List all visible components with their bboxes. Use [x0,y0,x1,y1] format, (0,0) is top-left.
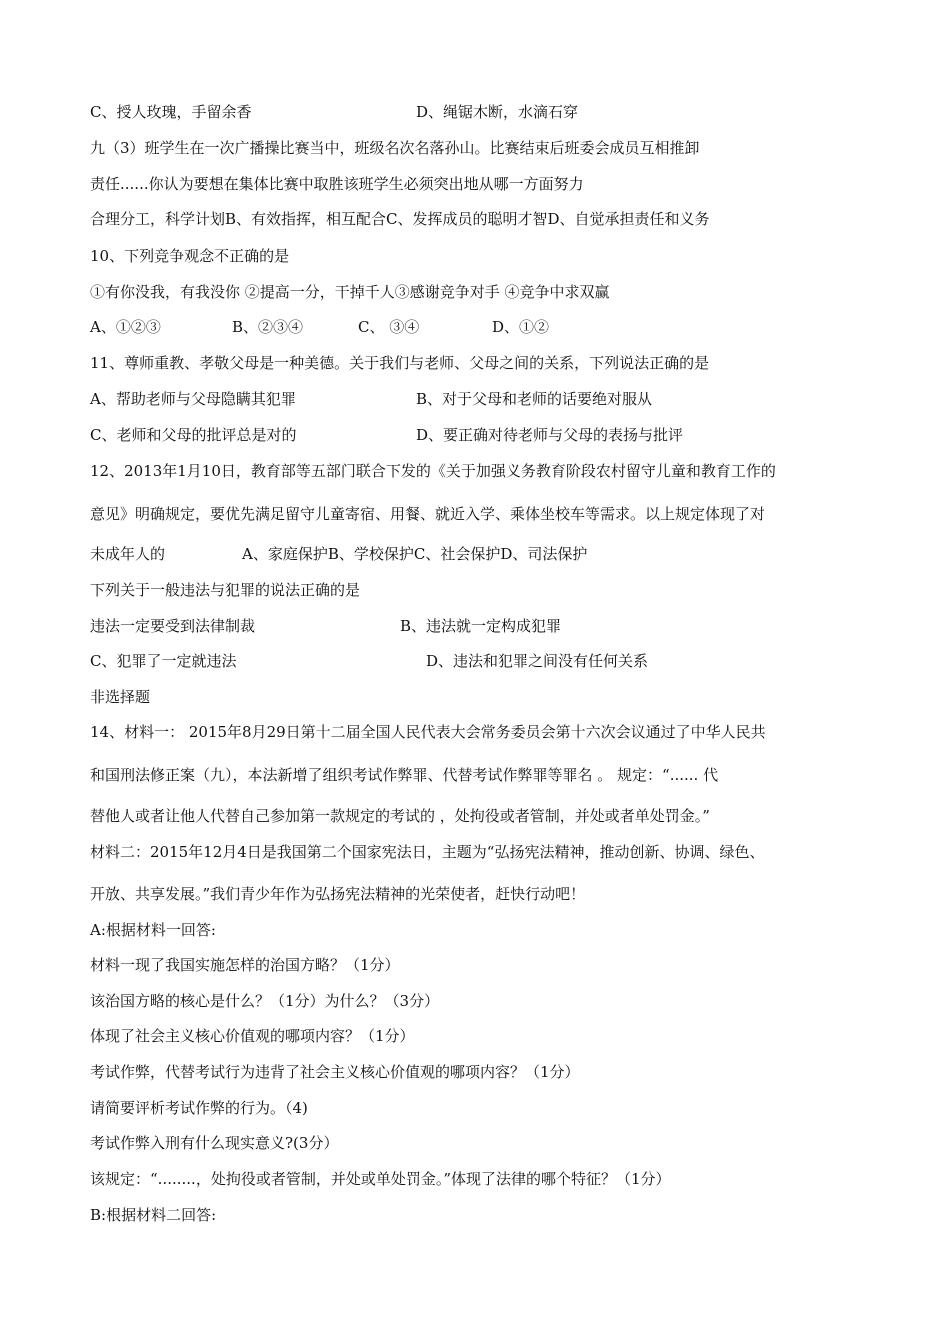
q14-question-7: 该规定：“........，处拘役或者管制，并处或单处罚金。”体现了法律的哪个特征？（1分） [90,1170,671,1188]
q10-option-a: A、①②③ [90,318,161,336]
q8-option-c: C、授人玫瑰，手留余香 [90,103,252,121]
section-title: 非选择题 [90,688,151,706]
q13-stem: 下列关于一般违法与犯罪的说法正确的是 [90,581,361,599]
q11-option-d: D、要正确对待老师与父母的表扬与批评 [416,426,684,444]
q11-stem: 11、尊师重教、孝敬父母是一种美德。关于我们与老师、父母之间的关系，下列说法正确的是 [90,354,710,372]
q12-options: A、家庭保护B、学校保护C、社会保护D、司法保护 [242,545,588,563]
q11-options-row2 [90,425,684,445]
q14-question-5: 请简要评析考试作弊的行为。（4) [90,1099,308,1117]
q14-material1-line1: 14、材料一： 2015年8月29日第十二届全国人民代表大会常务委员会第十六次会议通过了中华人民共 [90,723,766,741]
q10-option-d: D、①② [492,318,550,336]
q13-option-b: B、违法就一定构成犯罪 [400,617,562,635]
q10-options-row [90,317,550,337]
q11-option-c: C、老师和父母的批评总是对的 [90,426,297,444]
q14-question-4: 考试作弊，代替考试行为违背了社会主义核心价值观的哪项内容？（1分） [90,1063,580,1081]
q14-question-2: 该治国方略的核心是什么？（1分）为什么？（3分） [90,992,440,1010]
q12-stem-line2: 意见》明确规定，要优先满足留守儿童寄宿、用餐、就近入学、乘体坐校车等需求。以上规定体现了对 [90,505,766,523]
q10-option-b: B、②③④ [232,318,304,336]
q14-material2-line1: 材料二：2015年12月4日是我国第二个国家宪法日，主题为“弘扬宪法精神，推动创新、协调、绿色、 [90,843,765,861]
q10-option-c: C、 ③④ [358,318,420,336]
q13-option-d: D、违法和犯罪之间没有任何关系 [426,652,649,670]
q11-option-b: B、对于父母和老师的话要绝对服从 [416,390,653,408]
q14-material1-line2: 和国刑法修正案（九），本法新增了组织考试作弊罪、代替考试作弊罪等罪名 。 规定：“...... 代 [90,766,719,784]
q13-options-row2 [90,651,649,671]
q9-options: 合理分工，科学计划B、有效指挥，相互配合C、发挥成员的聪明才智D、自觉承担责任和义务 [90,210,710,228]
q9-stem-line2: 责任......你认为要想在集体比赛中取胜该班学生必须突出地从哪一方面努力 [90,175,584,193]
q8-option-d: D、绳锯木断，水滴石穿 [416,103,579,121]
q9-stem-line1: 九（3）班学生在一次广播操比赛当中，班级名次名落孙山。比赛结束后班委会成员互相推卸 [90,139,700,157]
q13-options-row1 [90,616,562,636]
q12-stem-line3: 未成年人的 [90,545,166,563]
q11-options-row1 [90,389,653,409]
q10-items: ①有你没我，有我没你 ②提高一分，干掉千人③感谢竞争对手 ④竞争中求双赢 [90,283,610,301]
q14-question-3: 体现了社会主义核心价值观的哪项内容？（1分） [90,1027,415,1045]
q14-part-a-heading: A:根据材料一回答: [90,921,216,939]
q14-question-1: 材料一现了我国实施怎样的治国方略？（1分） [90,956,400,974]
q8-options-row [90,102,579,122]
q14-material2-line2: 开放、共享发展。”我们青少年作为弘扬宪法精神的光荣使者，赶快行动吧！ [90,885,586,903]
q12-stem-line3-row [90,544,588,564]
q13-option-c: C、犯罪了一定就违法 [90,652,237,670]
q11-option-a: A、帮助老师与父母隐瞒其犯罪 [90,390,296,408]
q12-stem-line1: 12、2013年1月10日，教育部等五部门联合下发的《关于加强义务教育阶段农村留守儿童和教育工作的 [90,462,776,480]
q14-question-6: 考试作弊入刑有什么现实意义?(3分） [90,1134,339,1152]
q14-part-b-heading: B:根据材料二回答: [90,1206,217,1224]
q10-stem: 10、下列竞争观念不正确的是 [90,247,290,265]
q14-material1-line3: 替他人或者让他人代替自己参加第一款规定的考试的 ，处拘役或者管制，并处或者单处罚金。” [90,807,710,825]
q13-option-a: 违法一定要受到法律制裁 [90,617,256,635]
